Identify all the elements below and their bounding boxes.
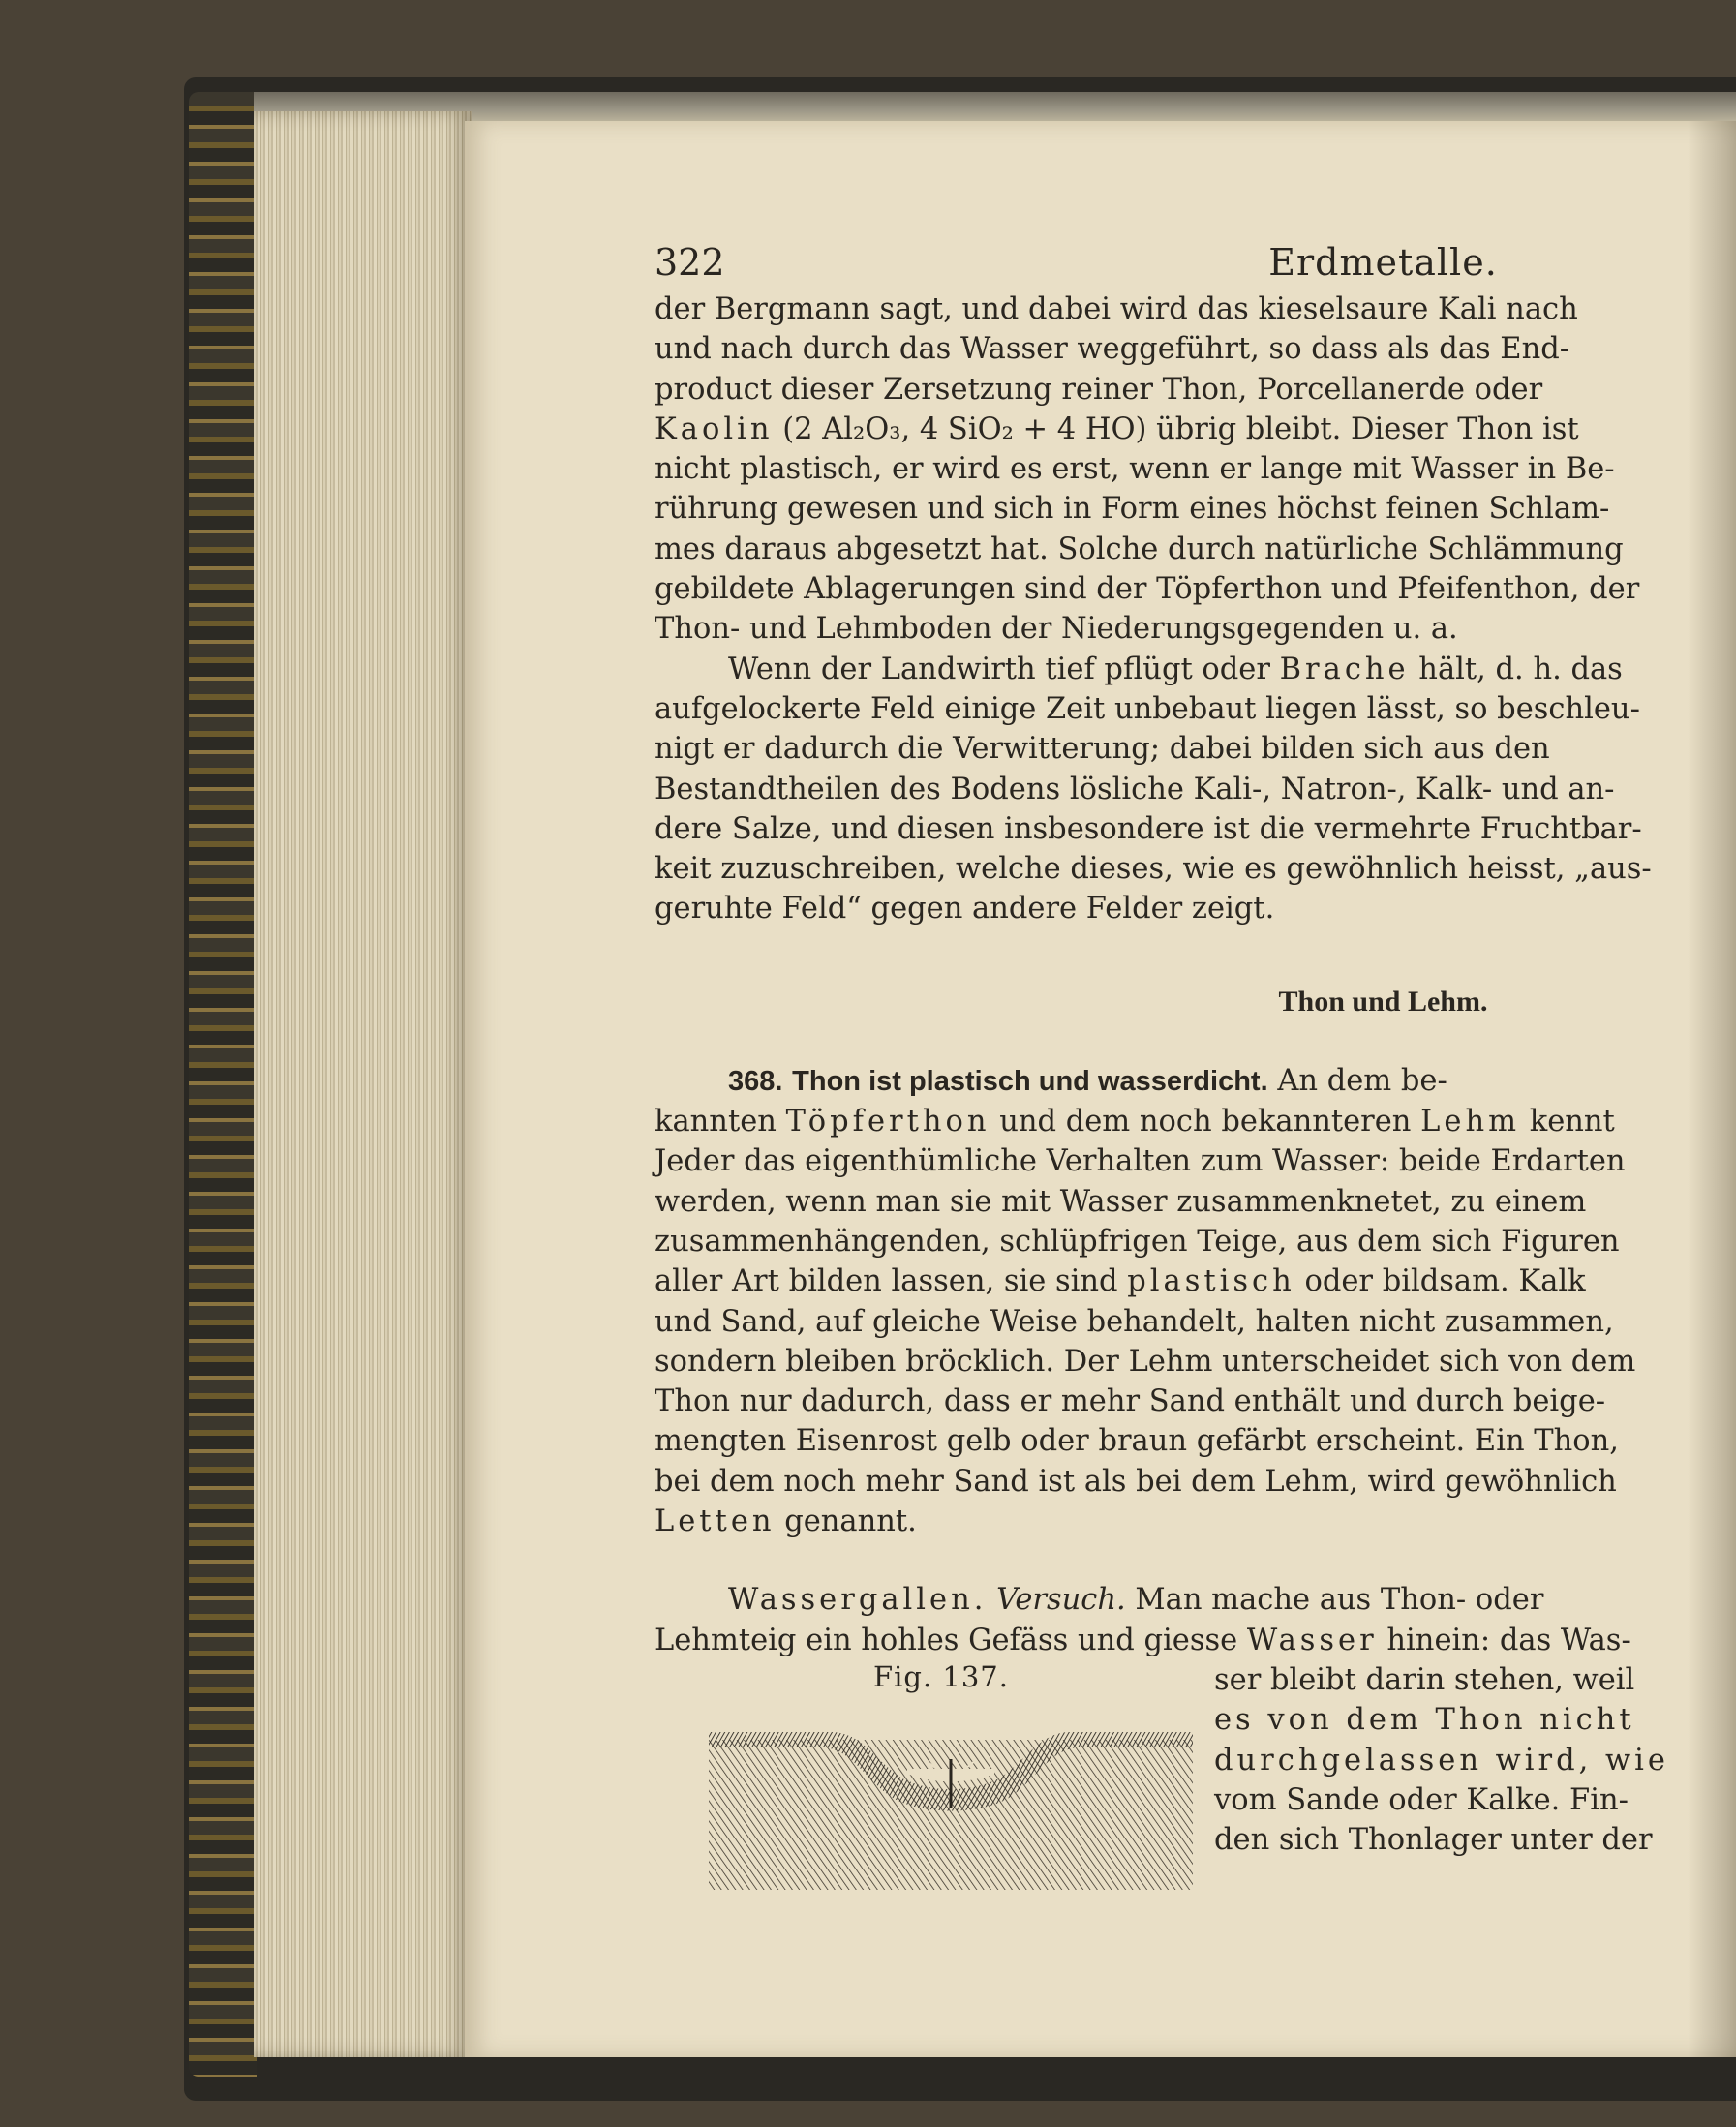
text-line: mes daraus abgesetzt hat. Solche durch natürliche Schlämmung (655, 532, 1624, 566)
figure-side-text (1214, 1660, 1736, 1860)
text-line: Thon- und Lehmboden der Niederungsgegenden u. a. (655, 612, 1458, 647)
text-line: der Bergmann sagt, und dabei wird das kieselsaure Kali nach (655, 292, 1578, 326)
text-line: nicht plastisch, er wird es erst, wenn er lange mit Wasser in Be- (655, 452, 1615, 487)
toepferthon-term: Töpferthon (785, 1105, 990, 1139)
text-span: und dem noch bekannteren (999, 1105, 1412, 1139)
paragraph-title: Thon ist plastisch und wasserdicht. (792, 1065, 1268, 1097)
text-span: hinein: das Was- (1386, 1623, 1631, 1657)
text-line: mengten Eisenrost gelb oder braun gefärbt erscheint. Ein Thon, (655, 1424, 1619, 1459)
text-span: übrig bleibt. Dieser Thon ist (1156, 411, 1579, 446)
chapter-title: Erdmetalle. (1268, 241, 1498, 284)
kaolin-formula: (2 Al₂O₃, 4 SiO₂ + 4 HO) (782, 411, 1147, 446)
text-block (655, 214, 1736, 1931)
wasser-term: Wasser (1246, 1623, 1378, 1657)
text-line: und Sand, auf gleiche Weise behandelt, halten nicht zusammen, (655, 1304, 1614, 1339)
book-page (465, 121, 1736, 2057)
text-line: zusammenhängenden, schlüpfrigen Teige, aus dem sich Figuren (655, 1224, 1620, 1259)
text-span: oder bildsam. Kalk (1304, 1264, 1586, 1299)
wassergallen-term: Wassergallen. (728, 1583, 988, 1618)
text-line (655, 1102, 1736, 1141)
text-line: Thon nur dadurch, dass er mehr Sand enthält und durch beige- (655, 1384, 1606, 1419)
text-line: gebildete Ablagerungen sind der Töpferthon und Pfeifenthon, der (655, 572, 1640, 607)
text-line (655, 1061, 1736, 1102)
text-span: aller Art bilden lassen, sie sind (655, 1264, 1118, 1299)
text-line: keit zuzuschreiben, welche dieses, wie es gewöhnlich heisst, „aus- (655, 852, 1652, 887)
text-line: den sich Thonlager unter der (1214, 1823, 1653, 1858)
paragraph-wassergallen (655, 1580, 1736, 1660)
text-line: sondern bleiben bröcklich. Der Lehm unterscheidet sich von dem (655, 1344, 1636, 1379)
page-number: 322 (655, 241, 725, 284)
text-line: aufgelockerte Feld einige Zeit unbebaut liegen lässt, so beschleu- (655, 691, 1640, 726)
figure-area (655, 1660, 1736, 1931)
paragraph-368 (655, 1061, 1736, 1542)
figure-caption: Fig. 137. (873, 1659, 1009, 1693)
book-spine (189, 92, 257, 2077)
text-line: nigt er dadurch die Verwitterung; dabei bilden sich aus den (655, 732, 1550, 767)
paragraph-2 (655, 650, 1736, 929)
kaolin-term: Kaolin (655, 411, 774, 446)
page-edges (254, 111, 472, 2057)
brache-term: Brache (1279, 652, 1410, 686)
lehm-term: Lehm (1420, 1105, 1521, 1139)
text-span: Wenn der Landwirth tief pflügt oder (728, 652, 1270, 686)
text-line (655, 410, 1736, 449)
text-span: Lehmteig ein hohles Gefäss und giesse (655, 1623, 1238, 1657)
text-line: geruhte Feld“ gegen andere Felder zeigt. (655, 892, 1275, 927)
text-span: Man mache aus Thon- oder (1135, 1583, 1544, 1618)
text-line: ser bleibt darin stehen, weil (1214, 1662, 1635, 1697)
clay-basin-illustration (709, 1720, 1193, 1890)
section-heading: Thon und Lehm. (1278, 985, 1488, 1018)
text-line: bei dem noch mehr Sand ist als bei dem Lehm, wird gewöhnlich (655, 1464, 1617, 1499)
figure-137 (655, 1660, 1197, 1922)
text-line: es von dem Thon nicht (1214, 1703, 1635, 1738)
paragraph-number: 368. (728, 1065, 783, 1097)
text-span: hält, d. h. das (1418, 652, 1623, 686)
text-span: kannten (655, 1105, 777, 1139)
text-line: dere Salze, und diesen insbesondere ist die vermehrte Fruchtbar- (655, 811, 1642, 846)
plastisch-term: plastisch (1127, 1264, 1295, 1299)
text-line: durchgelassen wird, wie (1214, 1743, 1669, 1778)
text-span: An dem be- (1277, 1063, 1447, 1098)
text-line (655, 650, 1736, 689)
text-line: product dieser Zersetzung reiner Thon, Porcellanerde oder (655, 372, 1543, 407)
text-line (655, 1502, 1736, 1541)
paragraph-1 (655, 289, 1736, 650)
running-head (655, 214, 1736, 289)
text-line: und nach durch das Wasser weggeführt, so dass als das End- (655, 332, 1570, 367)
text-line: Jeder das eigenthümliche Verhalten zum Wasser: beide Erdarten (655, 1144, 1626, 1179)
text-line: Bestandtheilen des Bodens lösliche Kali-, Natron-, Kalk- und an- (655, 772, 1615, 806)
text-span: genannt. (784, 1504, 917, 1539)
text-line (655, 1580, 1736, 1620)
spacer (655, 1541, 1736, 1580)
text-line: rührung gewesen und sich in Form eines höchst feinen Schlam- (655, 492, 1610, 527)
book-top-edge (254, 92, 1736, 121)
text-line (655, 1261, 1736, 1301)
versuch-label: Versuch. (996, 1583, 1126, 1618)
text-line (655, 1621, 1736, 1660)
text-line: vom Sande oder Kalke. Fin- (1214, 1782, 1629, 1817)
letten-term: Letten (655, 1504, 776, 1539)
text-span: kennt (1529, 1105, 1615, 1139)
text-line: werden, wenn man sie mit Wasser zusammenknetet, zu einem (655, 1184, 1587, 1219)
